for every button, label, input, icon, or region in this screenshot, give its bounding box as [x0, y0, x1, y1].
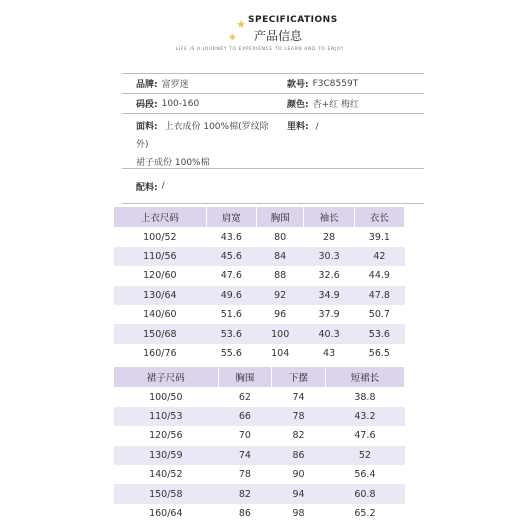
- table-cell: 65.2: [325, 504, 404, 520]
- skirt-size-table: [113, 366, 405, 520]
- table-cell: 86: [272, 446, 326, 465]
- size-range-label: 码段:: [136, 100, 158, 110]
- table-cell: 37.9: [304, 305, 354, 324]
- table-cell: 120/60: [114, 266, 207, 285]
- sparkle-icon: ✱: [229, 33, 236, 42]
- style-label: 款号:: [287, 80, 309, 90]
- table-cell: 84: [256, 247, 304, 266]
- table-cell: 43.6: [206, 228, 256, 247]
- table-cell: 40.3: [304, 324, 354, 343]
- table-cell: 92: [256, 286, 304, 305]
- table-row: [114, 446, 405, 465]
- skirt-col-size: 裙子尺码: [114, 367, 219, 388]
- table-cell: 49.6: [206, 286, 256, 305]
- table-cell: 66: [218, 407, 272, 426]
- fabric-value-3: 裙子成份 100%棉: [136, 158, 210, 168]
- table-row: [114, 407, 405, 426]
- table-cell: 94: [272, 484, 326, 503]
- accessory-row: [122, 169, 424, 204]
- table-cell: 42: [354, 247, 404, 266]
- accessory-label: 配料:: [136, 182, 158, 193]
- table-row: [114, 344, 405, 363]
- table-cell: 78: [218, 465, 272, 484]
- table-cell: 30.3: [304, 247, 354, 266]
- table-cell: 80: [256, 228, 304, 247]
- table-row: [114, 324, 405, 343]
- top-col-size: 上衣尺码: [114, 207, 207, 228]
- brand-cell: [122, 77, 273, 90]
- brand-label: 品牌:: [136, 80, 158, 90]
- header-title-cn: 产品信息: [254, 29, 303, 43]
- table-cell: 74: [272, 388, 326, 407]
- table-cell: 86: [218, 504, 272, 520]
- table-cell: 140/52: [114, 465, 219, 484]
- fabric-label: 面料:: [136, 122, 158, 132]
- table-cell: 53.6: [206, 324, 256, 343]
- table-cell: 100/50: [114, 388, 219, 407]
- fabric-line-2: [136, 136, 424, 154]
- table-cell: 47.8: [354, 286, 404, 305]
- table-cell: 60.8: [325, 484, 404, 503]
- style-value: F3C8559T: [312, 78, 359, 89]
- lining-cell: [273, 118, 319, 136]
- skirt-col-length: 短裙长: [325, 367, 404, 388]
- star-icon: ★: [236, 18, 246, 31]
- table-cell: 150/58: [114, 484, 219, 503]
- table-cell: 130/64: [114, 286, 207, 305]
- specifications-header: [0, 8, 520, 58]
- table-row: [114, 286, 405, 305]
- brand-value: 富罗迷: [161, 80, 189, 90]
- color-cell: [273, 97, 424, 110]
- table-cell: 56.4: [325, 465, 404, 484]
- table-cell: 43: [304, 344, 354, 363]
- table-cell: 28: [304, 228, 354, 247]
- table-row: [114, 465, 405, 484]
- lining-label: 里料:: [287, 122, 309, 132]
- table-cell: 130/59: [114, 446, 219, 465]
- table-cell: 47.6: [206, 266, 256, 285]
- table-cell: 88: [256, 266, 304, 285]
- table-cell: 160/64: [114, 504, 219, 520]
- table-cell: 120/56: [114, 426, 219, 445]
- table-cell: 39.1: [354, 228, 404, 247]
- table-cell: 51.6: [206, 305, 256, 324]
- fabric-value-1: 上衣成份 100%棉(罗纹除: [164, 122, 269, 132]
- table-cell: 90: [272, 465, 326, 484]
- top-col-sleeve: 袖长: [304, 207, 354, 228]
- table-cell: 82: [218, 484, 272, 503]
- lining-value: /: [315, 122, 319, 132]
- table-cell: 62: [218, 388, 272, 407]
- table-row: [114, 247, 405, 266]
- color-value: 杏+红 梅红: [312, 100, 360, 110]
- table-cell: 74: [218, 446, 272, 465]
- table-row: [114, 504, 405, 520]
- table-row: [114, 426, 405, 445]
- table-cell: 100: [256, 324, 304, 343]
- skirt-col-hem: 下摆: [272, 367, 326, 388]
- table-cell: 50.7: [354, 305, 404, 324]
- table-row: [114, 388, 405, 407]
- table-cell: 53.6: [354, 324, 404, 343]
- fabric-block: [122, 114, 424, 169]
- table-cell: 110/53: [114, 407, 219, 426]
- table-cell: 160/76: [114, 344, 207, 363]
- header-title-en: SPECIFICATIONS: [248, 15, 338, 25]
- table-cell: 150/68: [114, 324, 207, 343]
- fabric-line-3: [136, 154, 424, 172]
- table-cell: 96: [256, 305, 304, 324]
- accessory-value: /: [161, 181, 165, 191]
- table-cell: 82: [272, 426, 326, 445]
- table-cell: 52: [325, 446, 404, 465]
- top-table-header-row: [114, 207, 405, 228]
- top-col-length: 衣长: [354, 207, 404, 228]
- table-row: [114, 266, 405, 285]
- table-cell: 34.9: [304, 286, 354, 305]
- table-cell: 100/52: [114, 228, 207, 247]
- table-cell: 98: [272, 504, 326, 520]
- color-label: 颜色:: [287, 100, 309, 110]
- info-row-size-color: [122, 94, 424, 114]
- table-cell: 47.6: [325, 426, 404, 445]
- header-subtitle: LIFE IS A JOURNEY TO EXPERIENCE TO LEARN AND TO ENJOY: [175, 47, 345, 52]
- table-cell: 55.6: [206, 344, 256, 363]
- skirt-col-chest: 胸围: [218, 367, 272, 388]
- table-row: [114, 228, 405, 247]
- table-cell: 32.6: [304, 266, 354, 285]
- size-range-cell: [122, 97, 273, 110]
- table-row: [114, 484, 405, 503]
- table-cell: 70: [218, 426, 272, 445]
- table-cell: 140/60: [114, 305, 207, 324]
- table-cell: 56.5: [354, 344, 404, 363]
- table-cell: 45.6: [206, 247, 256, 266]
- style-cell: [273, 77, 424, 90]
- table-cell: 104: [256, 344, 304, 363]
- fabric-value-2: 外): [136, 140, 149, 150]
- table-cell: 44.9: [354, 266, 404, 285]
- table-cell: 38.8: [325, 388, 404, 407]
- table-cell: 78: [272, 407, 326, 426]
- table-row: [114, 305, 405, 324]
- product-info-panel: [122, 73, 424, 204]
- top-col-chest: 胸围: [256, 207, 304, 228]
- table-cell: 110/56: [114, 247, 207, 266]
- top-col-shoulder: 肩宽: [206, 207, 256, 228]
- info-row-brand-style: [122, 74, 424, 94]
- skirt-table-header-row: [114, 367, 405, 388]
- table-cell: 43.2: [325, 407, 404, 426]
- size-range-value: 100-160: [161, 98, 200, 109]
- top-size-table: [113, 206, 405, 363]
